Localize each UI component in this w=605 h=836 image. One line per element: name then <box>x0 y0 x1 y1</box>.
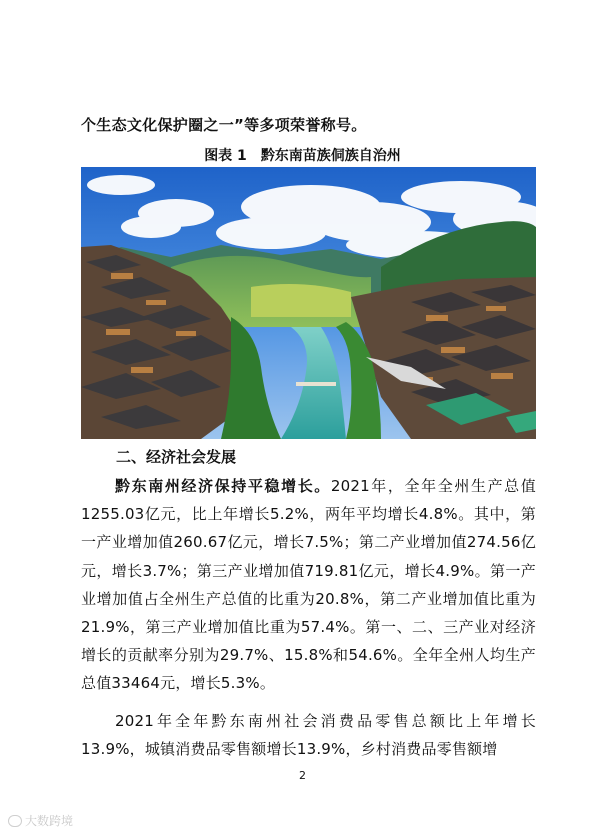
figure-label: 图表 1 <box>204 148 247 164</box>
watermark-logo-icon <box>8 815 22 827</box>
page-number: 2 <box>299 769 306 782</box>
continued-text-line: 个生态文化保护圈之一”等多项荣誉称号。 <box>81 116 367 134</box>
paragraph-lead-sentence: 黔东南州经济保持平稳增长。 <box>115 477 331 495</box>
village-landscape-photo <box>81 167 536 439</box>
watermark-text: 大数跨境 <box>25 814 74 828</box>
figure-caption <box>0 145 605 165</box>
paragraph-body: 2021年全年黔东南州社会消费品零售总额比上年增长13.9%，城镇消费品零售额增长13.9%，乡村消费品零售额增 <box>81 712 536 759</box>
paragraph-consumption <box>81 707 536 763</box>
paragraph-economy <box>81 472 536 698</box>
section-heading: 二、经济社会发展 <box>116 448 237 466</box>
figure-title: 黔东南苗族侗族自治州 <box>260 148 401 164</box>
paragraph-body: 2021年，全年全州生产总值1255.03亿元，比上年增长5.2%，两年平均增长4.8%。其中，第一产业增加值260.67亿元，增长7.5%；第二产业增加值274.56亿元，增长3.7%；第三产业增加值719.81亿元，增长4.9%。第一产业增加值占全州生产总值的比重为20.8%，第二产业增加值比重为21.9%，第三产业增加值比重为57.4%。第一、二、三产业对经济增长的贡献率分别为29.7%、15.8%和54.6%。全年全州人均生产总值33464元，增长5.3%。 <box>81 477 536 693</box>
watermark <box>8 812 73 829</box>
